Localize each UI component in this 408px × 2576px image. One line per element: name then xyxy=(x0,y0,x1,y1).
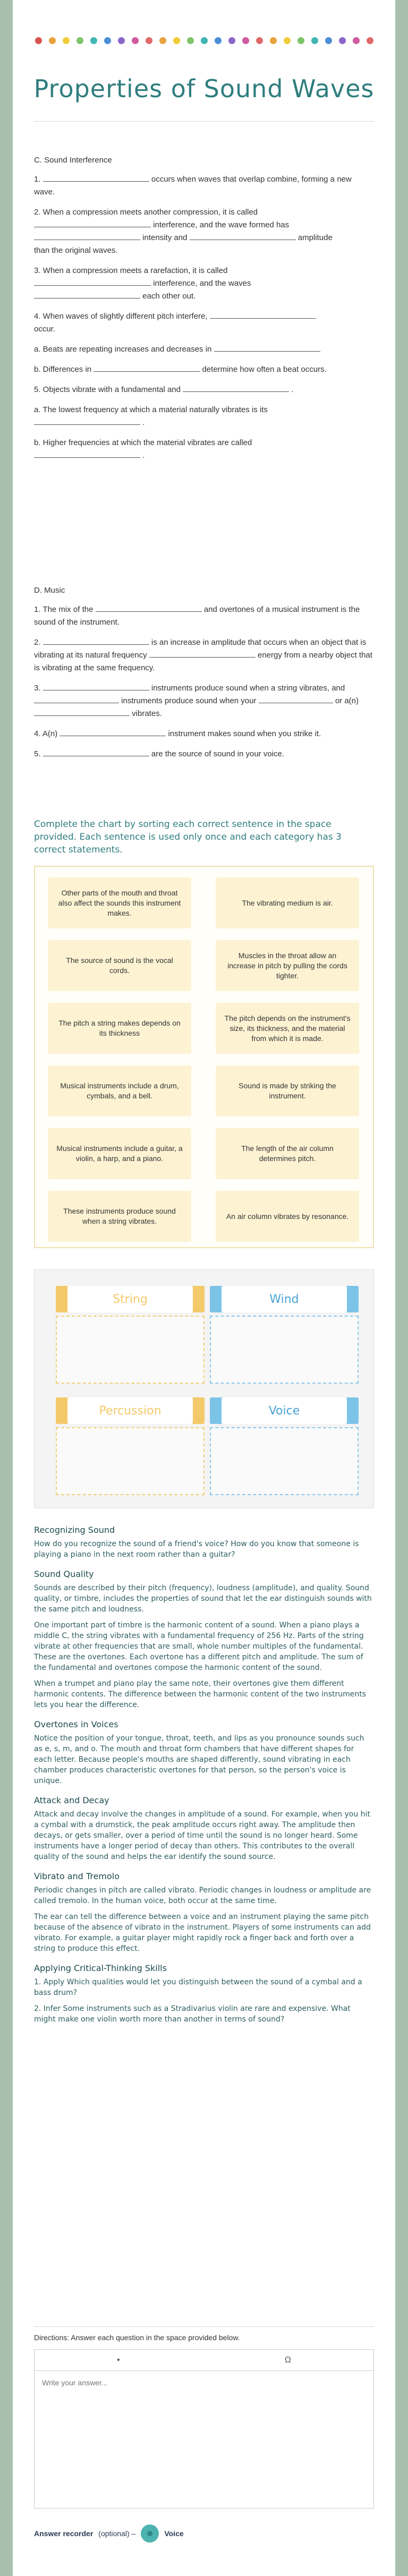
category-label: Voice xyxy=(222,1397,347,1424)
category-label: Wind xyxy=(222,1286,347,1312)
answer-directions: Directions: Answer each question in the space provided below. xyxy=(34,2326,374,2342)
blank-input[interactable] xyxy=(60,728,166,736)
decorative-dot xyxy=(284,37,291,44)
category-column xyxy=(210,1286,359,1384)
heading-critical-thinking: Applying Critical-Thinking Skills xyxy=(34,1963,167,1973)
sort-card[interactable]: The length of the air column determines pitch. xyxy=(216,1128,359,1179)
record-icon xyxy=(147,2531,152,2536)
answer-recorder xyxy=(34,2524,374,2543)
editor-toolbar xyxy=(35,2350,373,2371)
question-d3: 3. instruments produce sound when a string vibrates, and instruments produce sound when your or a(n) vibrates. xyxy=(34,682,374,720)
sort-card[interactable]: Musical instruments include a guitar, a violin, a harp, and a piano. xyxy=(48,1128,191,1179)
paragraph: Attack and decay involve the changes in amplitude of a sound. For example, when you hit a cymbal with a drumstick, the peak amplitude occurs right away. The amplitude then decays, or gets smaller, over a period of time until the sound is no longer heard. Some instruments have a longer period of decay than others. This contributes to the overall quality of the sound and helps the ear identify the sound source. xyxy=(34,1810,370,1861)
decorative-dot xyxy=(146,37,152,44)
section-d xyxy=(34,584,374,768)
recorder-label: Answer recorder xyxy=(34,2529,94,2538)
answer-editor xyxy=(34,2349,374,2509)
category-drop-zone[interactable] xyxy=(210,1427,359,1495)
decorative-dot xyxy=(311,37,318,44)
blank-input[interactable] xyxy=(210,310,316,319)
paragraph: How do you recognize the sound of a friend's voice? How do you know that someone is playing a piano in the next room rather than a guitar? xyxy=(34,1540,359,1559)
blank-input[interactable] xyxy=(96,603,202,612)
decorative-dot xyxy=(367,37,373,44)
decorative-dot xyxy=(159,37,166,44)
page-title: Properties of Sound Waves xyxy=(33,74,375,103)
blank-input[interactable] xyxy=(34,695,119,703)
paragraph: One important part of timbre is the harmonic content of a sound. When a piano plays a middle C, the string vibrates with a fundamental frequency of 256 Hz. Parts of the string vibrate at other frequencies that are small, whole number multiples of the fundamental. These are the overtones. Each overtone has a different pitch and amplitude. The sum of the fundamental and overtones compose the harmonic content of the sound. xyxy=(34,1621,364,1672)
paragraph: 1. Apply Which qualities would let you distinguish between the sound of a cymbal and a bass drum? xyxy=(34,1978,362,1997)
decorative-dot xyxy=(339,37,346,44)
sort-card[interactable]: The pitch a string makes depends on its thickness xyxy=(48,1003,191,1054)
decorative-dot xyxy=(353,37,360,44)
section-c-heading: C. Sound Interference xyxy=(34,156,112,165)
record-button[interactable] xyxy=(141,2524,159,2543)
sort-card[interactable]: The vibrating medium is air. xyxy=(216,877,359,928)
category-drop-zone[interactable] xyxy=(56,1316,205,1384)
category-drop-zone[interactable] xyxy=(210,1316,359,1384)
blank-input[interactable] xyxy=(190,232,296,240)
question-c4: 4. When waves of slightly different pitch interfere, occur. xyxy=(34,310,374,336)
category-drop-zone[interactable] xyxy=(56,1427,205,1495)
question-d2: 2. is an increase in amplitude that occurs when an object that is vibrating at its natural frequency energy from a nearby object that is vibrating at the same frequency. xyxy=(34,636,374,675)
answer-panel xyxy=(34,2326,374,2560)
blank-input[interactable] xyxy=(149,649,256,658)
answer-input[interactable] xyxy=(35,2371,373,2508)
heading-recognizing-sound: Recognizing Sound xyxy=(34,1525,115,1535)
blank-input[interactable] xyxy=(259,695,333,703)
paragraph: The ear can tell the difference between a voice and an instrument playing the same pitch because of the absence of vibrato in the instrument. Players of some instruments can add vibrato. For example, a guitar player might rapidly rock a finger back and forth over a string to produce this effect. xyxy=(34,1913,371,1953)
blank-input[interactable] xyxy=(34,277,151,286)
sort-instructions: Complete the chart by sorting each correct sentence in the space provided. Each sentence is used only once and each category has 3 correct statements. xyxy=(34,819,342,855)
category-ribbon xyxy=(56,1397,205,1424)
question-c4a: a. Beats are repeating increases and decreases in xyxy=(34,343,374,356)
decorative-dot xyxy=(90,37,97,44)
voice-label: Voice xyxy=(164,2529,184,2538)
blank-input[interactable] xyxy=(34,290,140,298)
category-column xyxy=(56,1286,205,1384)
decorative-dot xyxy=(76,37,83,44)
special-character-icon[interactable]: Ω xyxy=(284,2355,291,2365)
paragraph: Notice the position of your tongue, throat, teeth, and lips as you pronounce sounds such as e, s, m, and o. The mouth and throat form chambers that have different shapes for each letter. Because people's mouths are shaped differently, sound vibrating in each chamber produces characteristic overtones for that person, so the person's voice is unique. xyxy=(34,1734,364,1785)
category-label: Percussion xyxy=(67,1397,193,1424)
decorative-dot xyxy=(201,37,208,44)
question-c2: 2. When a compression meets another compression, it is called interference, and the wave formed has intensity and amplitude than the original waves. xyxy=(34,208,333,255)
paragraph: When a trumpet and piano play the same note, their overtones give them different harmonic contents. The difference between the harmonic content of the two instruments lets you hear the difference. xyxy=(34,1679,367,1709)
question-c1: 1. occurs when waves that overlap combine, forming a new wave. xyxy=(34,173,374,199)
category-ribbon xyxy=(210,1286,359,1312)
blank-input[interactable] xyxy=(34,707,130,716)
decorative-dot xyxy=(256,37,263,44)
decorative-dot xyxy=(187,37,194,44)
blank-input[interactable] xyxy=(94,363,200,372)
sort-card-bank xyxy=(34,866,374,1248)
sort-card[interactable]: These instruments produce sound when a string vibrates. xyxy=(48,1191,191,1242)
decorative-dot xyxy=(270,37,277,44)
question-c4b: b. Differences in determine how often a beat occurs. xyxy=(34,363,374,376)
heading-vibrato: Vibrato and Tremolo xyxy=(34,1871,120,1881)
heading-overtones: Overtones in Voices xyxy=(34,1719,118,1729)
decorative-dot xyxy=(118,37,125,44)
question-c5: 5. Objects vibrate with a fundamental and . xyxy=(34,383,374,396)
sort-card[interactable]: Muscles in the throat allow an increase in pitch by pulling the cords tighter. xyxy=(216,940,359,991)
question-d5: 5. are the source of sound in your voice. xyxy=(34,748,374,761)
blank-input[interactable] xyxy=(183,383,289,392)
question-c5a: a. The lowest frequency at which a material naturally vibrates is its . xyxy=(34,405,268,427)
blank-input[interactable] xyxy=(43,682,149,690)
category-ribbon xyxy=(210,1397,359,1424)
decorative-dot xyxy=(173,37,180,44)
sort-card-grid xyxy=(48,877,359,1242)
paragraph: Periodic changes in pitch are called vibrato. Periodic changes in loudness or amplitude are called tremolo. In the human voice, both occur at the same time. xyxy=(34,1886,371,1905)
paragraph: Sounds are described by their pitch (frequency), loudness (amplitude), and quality. Sound quality, or timbre, includes the properties of sound that let the ear distinguish sounds with the same pitch and loudness. xyxy=(34,1584,372,1614)
decorative-dot xyxy=(298,37,304,44)
decorative-dot xyxy=(228,37,235,44)
heading-sound-quality: Sound Quality xyxy=(34,1569,94,1579)
category-column xyxy=(56,1397,205,1495)
sort-card[interactable]: An air column vibrates by resonance. xyxy=(216,1191,359,1242)
section-c xyxy=(34,154,374,470)
decorative-dot xyxy=(242,37,249,44)
blank-input[interactable] xyxy=(43,748,149,756)
decorative-dot xyxy=(325,37,332,44)
sort-card[interactable]: Musical instruments include a drum, cymbals, and a bell. xyxy=(48,1065,191,1116)
question-c3: 3. When a compression meets a rarefaction, it is called interference, and the waves each other out. xyxy=(34,266,251,301)
reading-content xyxy=(34,1524,374,2030)
question-d1: 1. The mix of the and overtones of a musical instrument is the sound of the instrument. xyxy=(34,603,374,629)
worksheet-card xyxy=(13,0,395,2576)
sort-card[interactable]: The source of sound is the vocal cords. xyxy=(48,940,191,991)
bullet-list-icon[interactable]: • xyxy=(117,2355,120,2365)
recorder-optional: (optional) – xyxy=(98,2529,136,2538)
heading-attack-decay: Attack and Decay xyxy=(34,1795,109,1805)
blank-input[interactable] xyxy=(34,219,151,227)
title-divider xyxy=(34,121,374,122)
section-d-heading: D. Music xyxy=(34,586,65,595)
decorative-dot xyxy=(215,37,222,44)
blank-input[interactable] xyxy=(43,636,149,645)
decorative-dot xyxy=(49,37,56,44)
category-column xyxy=(210,1397,359,1495)
category-label: String xyxy=(67,1286,193,1312)
category-drop-area xyxy=(34,1269,374,1508)
category-ribbon xyxy=(56,1286,205,1312)
paragraph: 2. Infer Some instruments such as a Stradivarius violin are rare and expensive. What might make one violin worth more than another in terms of sound? xyxy=(34,2004,351,2024)
decorative-dot xyxy=(132,37,139,44)
sort-card[interactable]: Sound is made by striking the instrument. xyxy=(216,1065,359,1116)
blank-input[interactable] xyxy=(34,449,140,458)
sort-card[interactable]: The pitch depends on the instrument's size, its thickness, and the material from which it is made. xyxy=(216,1003,359,1054)
decorative-dot xyxy=(104,37,111,44)
blank-input[interactable] xyxy=(214,343,320,352)
sort-card[interactable]: Other parts of the mouth and throat also affect the sounds this instrument makes. xyxy=(48,877,191,928)
blank-input[interactable] xyxy=(34,416,140,425)
decorative-dot xyxy=(63,37,70,44)
decorative-dot xyxy=(35,37,42,44)
question-c5b: b. Higher frequencies at which the material vibrates are called . xyxy=(34,438,252,460)
blank-input[interactable] xyxy=(34,232,140,240)
blank-input[interactable] xyxy=(43,173,149,182)
question-d4: 4. A(n) instrument makes sound when you strike it. xyxy=(34,728,374,740)
decorative-dots xyxy=(13,37,395,44)
